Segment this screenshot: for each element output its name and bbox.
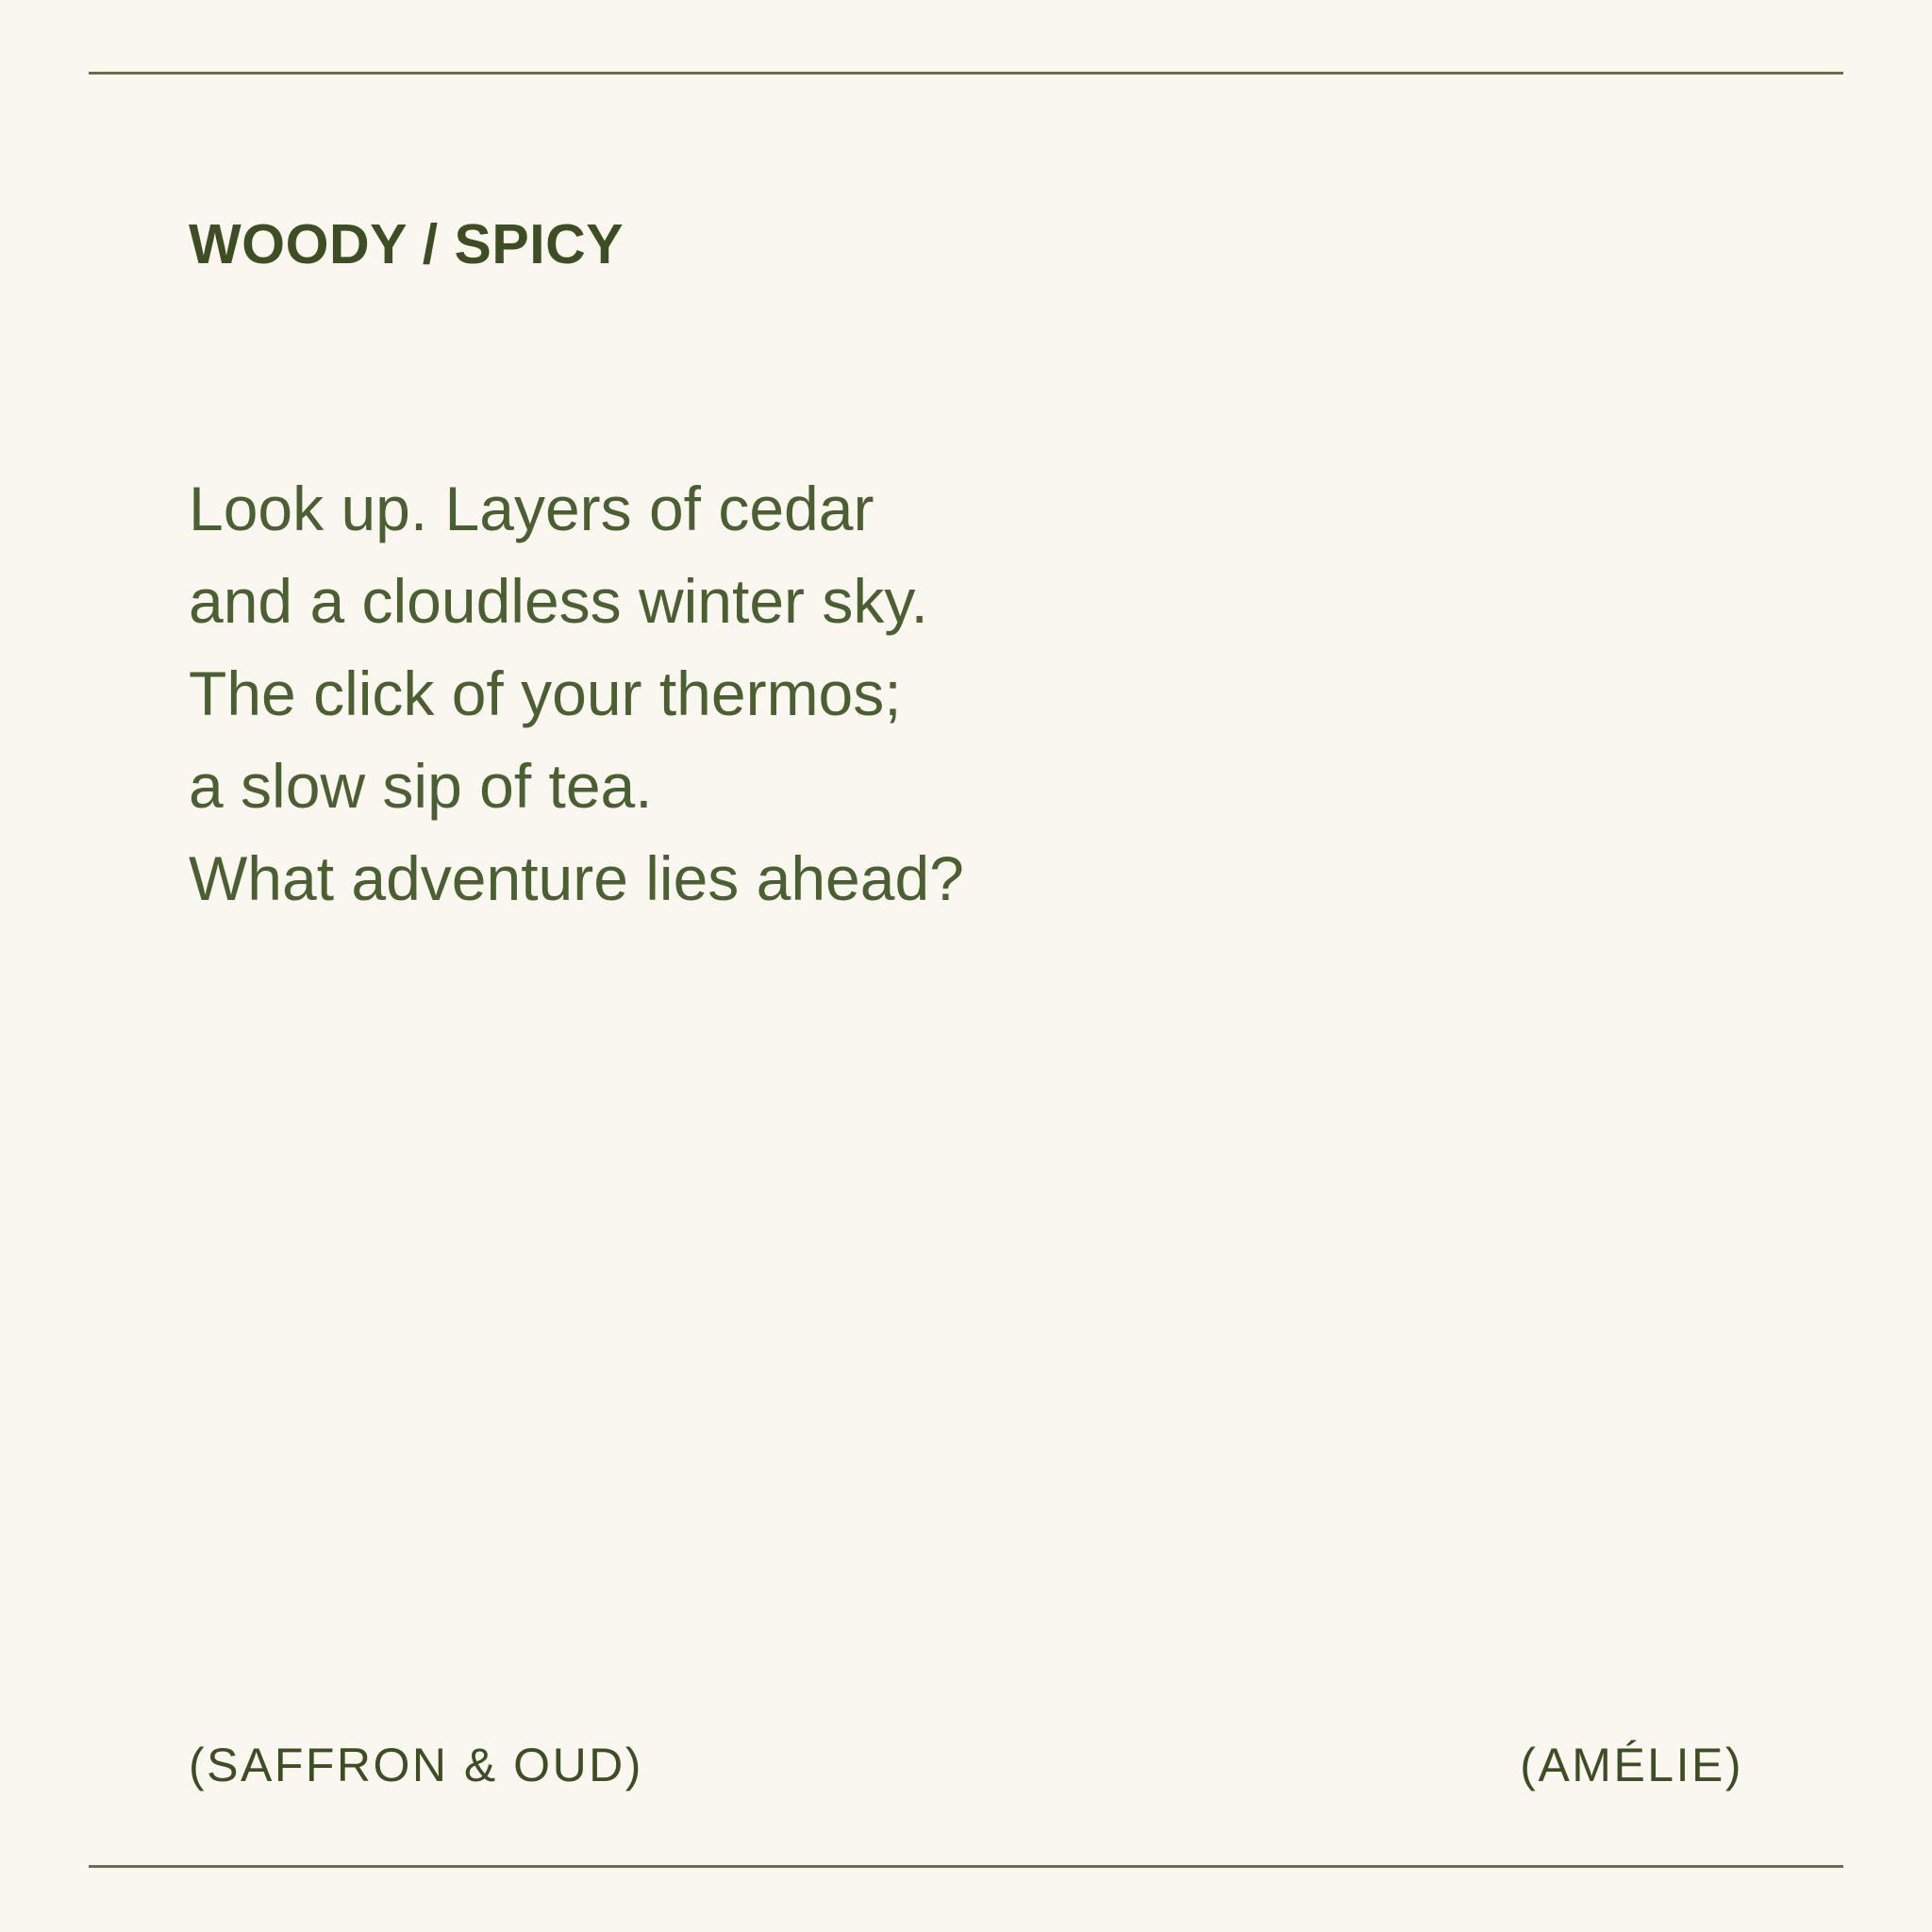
category-heading: WOODY / SPICY <box>189 213 625 275</box>
poem-line: Look up. Layers of cedar <box>189 474 874 543</box>
bottom-divider <box>89 1865 1843 1868</box>
poem-line: What adventure lies ahead? <box>189 843 964 913</box>
product-name-label: (AMÉLIE) <box>1520 1739 1743 1791</box>
poem-line: The click of your thermos; <box>189 658 902 728</box>
poem-line: and a cloudless winter sky. <box>189 566 928 636</box>
top-divider <box>89 72 1843 75</box>
scent-notes-label: (SAFFRON & OUD) <box>189 1739 643 1791</box>
poem-body <box>189 462 964 924</box>
card-footer <box>189 1738 1743 1792</box>
poem-line: a slow sip of tea. <box>189 751 653 821</box>
